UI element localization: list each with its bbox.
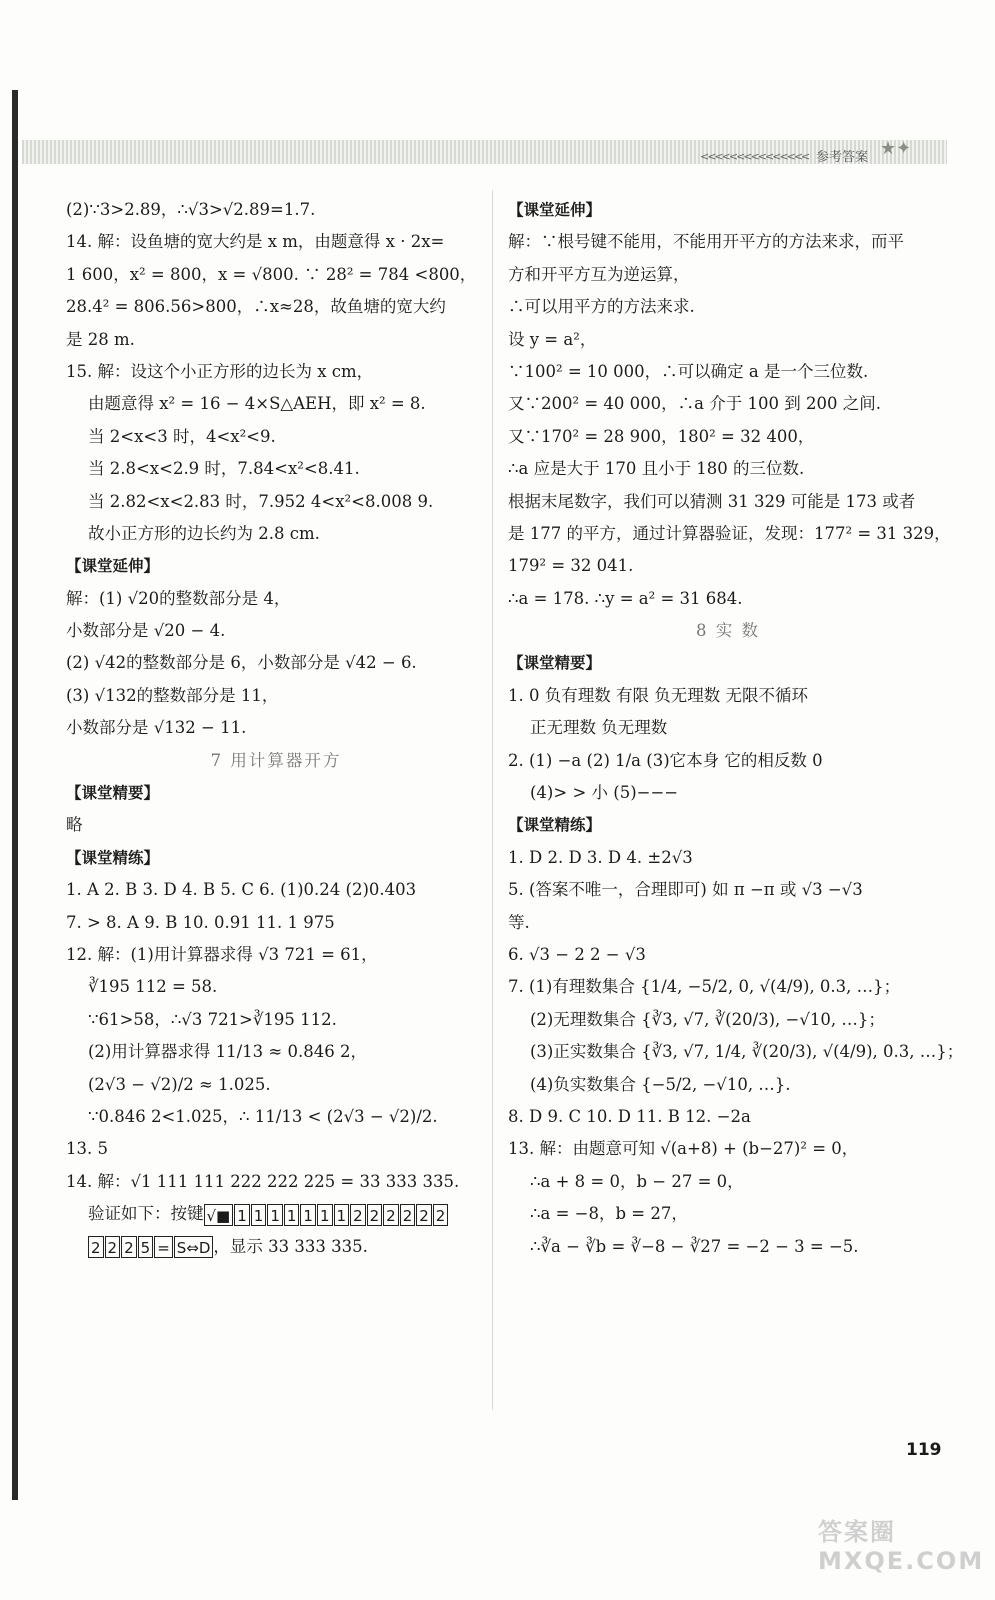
calculator-keys-line [66,1198,486,1230]
answer-line: 解：∵根号键不能用，不能用开平方的方法来求，而平 [508,232,904,252]
answer-line: (2) √42的整数部分是 6，小数部分是 √42 − 6. [66,653,417,673]
answer-line: (3)正实数集合 {∛3, √7, 1/4, ∛(20/3), √(4/9), 0.3, …}； [530,1042,964,1062]
answer-line: 28.4² = 806.56>800，∴x≈28，故鱼塘的宽大约 [66,297,446,317]
answer-line: ∵0.846 2<1.025，∴ 11/13 < (2√3 − √2)/2. [88,1106,438,1126]
answer-line: 当 2<x<3 时，4<x²<9. [88,426,276,446]
left-column [66,194,486,1263]
answer-line: ∴可以用平方的方法来求. [508,297,695,317]
answer-line: 解：(1) √20的整数部分是 4， [66,588,291,608]
calculator-key: 2 [105,1236,121,1258]
answer-line: (2)用计算器求得 11/13 ≈ 0.846 2， [88,1042,367,1062]
section-heading: 【课堂延伸】 [66,557,160,576]
page-number: 119 [906,1440,942,1460]
calculator-key: 2 [350,1204,366,1226]
answer-line: 179² = 32 041. [508,556,634,576]
answer-line: ∵61>58，∴√3 721>∛195 112. [88,1009,337,1029]
answer-line: 设 y = a²， [508,329,597,349]
header-label: 参考答案 [816,150,869,165]
answer-line: 是 28 m. [66,329,135,349]
section-heading: 【课堂延伸】 [508,201,602,219]
calculator-key: 2 [88,1236,104,1258]
calculator-key: 2 [433,1204,449,1226]
answer-line: ∴∛a − ∛b = ∛−8 − ∛27 = −2 − 3 = −5. [530,1236,859,1256]
calculator-key: 2 [367,1204,383,1226]
answer-line: ∴a 应是大于 170 且小于 180 的三位数. [508,459,805,479]
calculator-key: 1 [284,1204,300,1226]
answer-line: 14. 解：√1 111 111 222 222 225 = 33 333 335. [66,1171,460,1191]
calculator-key: 1 [267,1204,283,1226]
answer-line: 当 2.8<x<2.9 时，7.84<x²<8.41. [88,459,360,479]
answer-line: 7. (1)有理数集合 {1/4, −5/2, 0, √(4/9), 0.3, …}； [508,977,901,997]
section-heading: 【课堂精要】 [66,784,160,803]
answer-line: 略 [66,815,83,835]
calculator-key: 1 [317,1204,333,1226]
answer-line: 小数部分是 √132 − 11. [66,718,247,738]
answer-line: 14. 解：设鱼塘的宽大约是 x m，由题意得 x · 2x= [66,232,445,252]
calculator-key: 1 [234,1204,250,1226]
calculator-key: S⇔D [174,1236,214,1258]
answer-line: 等. [508,912,530,932]
answer-line: 是 177 的平方，通过计算器验证，发现：177² = 31 329， [508,523,951,543]
answer-line: ∛195 112 = 58. [88,977,218,997]
chapter-title: 8 实 数 [696,621,760,641]
section-heading: 【课堂精要】 [508,654,602,673]
answer-line: 15. 解：设这个小正方形的边长为 x cm， [66,361,374,381]
answer-line: (4)> > 小 (5)−−− [530,783,679,803]
answer-line: ∴a = 178. ∴y = a² = 31 684. [508,588,743,608]
section-heading: 【课堂精练】 [508,816,602,835]
calculator-key: 1 [251,1204,267,1226]
calculator-key: √■ [204,1204,234,1226]
answer-line: 2. (1) −a (2) 1/a (3)它本身 它的相反数 0 [508,750,823,770]
answer-line: 1. A 2. B 3. D 4. B 5. C 6. (1)0.24 (2)0.403 [66,880,417,900]
key-sequence [204,1204,449,1226]
answer-line: 又∵170² = 28 900，180² = 32 400， [508,426,815,446]
chapter-title: 7 用计算器开方 [210,750,342,770]
calculator-key: 2 [121,1236,137,1258]
watermark: 答案圈 MXQE.COM [818,1518,985,1575]
answer-line: 5. (答案不唯一，合理即可) 如 π −π 或 √3 −√3 [508,880,863,900]
calculator-key: 2 [400,1204,416,1226]
column-divider [492,190,493,1410]
right-column [508,194,964,1263]
calculator-key: = [154,1236,173,1258]
answer-line: 小数部分是 √20 − 4. [66,621,226,641]
calculator-key: 2 [416,1204,432,1226]
answer-line: 1. 0 负有理数 有限 负无理数 无限不循环 [508,685,808,705]
calculator-keys-line [66,1231,486,1263]
calculator-key: 5 [138,1236,154,1258]
answer-line: 当 2.82<x<2.83 时，7.952 4<x²<8.008 9. [88,491,434,511]
answer-line: 由题意得 x² = 16 − 4×S△AEH，即 x² = 8. [88,394,426,414]
calculator-key: 1 [334,1204,350,1226]
answer-line: 方和开平方互为逆运算， [508,264,690,284]
answer-line: (3) √132的整数部分是 11， [66,685,279,705]
answer-line: (2)无理数集合 {∛3, √7, ∛(20/3), −√10, …}； [530,1009,885,1029]
calculator-key: 2 [383,1204,399,1226]
header-chevrons: <<<<<<<<<<<<<<< [700,150,809,163]
key-sequence [88,1236,213,1258]
answer-line: 13. 解：由题意可知 √(a+8) + (b−27)² = 0， [508,1139,859,1159]
book-spine-shadow [12,90,18,1500]
answer-line: ∴a + 8 = 0，b − 27 = 0， [530,1171,744,1191]
answer-line: 6. √3 − 2 2 − √3 [508,944,646,964]
answer-line: 又∵200² = 40 000，∴a 介于 100 到 200 之间. [508,394,881,414]
keys-caption: 验证如下：按键 [88,1204,204,1224]
answer-line: 故小正方形的边长约为 2.8 cm. [88,523,320,543]
answer-line: 13. 5 [66,1139,108,1159]
star-decoration-icon: ★✦ [880,138,912,159]
answer-line: (4)负实数集合 {−5/2, −√10, …}. [530,1074,791,1094]
calculator-key: 1 [300,1204,316,1226]
keys-result: ，显示 33 333 335. [213,1236,368,1256]
answer-line: 8. D 9. C 10. D 11. B 12. −2a [508,1106,751,1126]
answer-line: 7. > 8. A 9. B 10. 0.91 11. 1 975 [66,912,335,932]
answer-line: 1 600，x² = 800，x = √800. ∵ 28² = 784 <800， [66,264,477,284]
answer-line: (2)∵3>2.89，∴√3>√2.89=1.7. [66,200,316,219]
answer-line: 正无理数 负无理数 [530,718,668,738]
answer-line: 12. 解：(1)用计算器求得 √3 721 = 61， [66,944,378,964]
answer-line: ∴a = −8，b = 27， [530,1204,688,1224]
answer-line: (2√3 − √2)/2 ≈ 1.025. [88,1074,271,1094]
answer-line: 1. D 2. D 3. D 4. ±2√3 [508,847,693,867]
answer-line: ∵100² = 10 000，∴可以确定 a 是一个三位数. [508,361,869,381]
section-heading: 【课堂精练】 [66,848,160,867]
answer-line: 根据末尾数字，我们可以猜测 31 329 可能是 173 或者 [508,491,916,511]
